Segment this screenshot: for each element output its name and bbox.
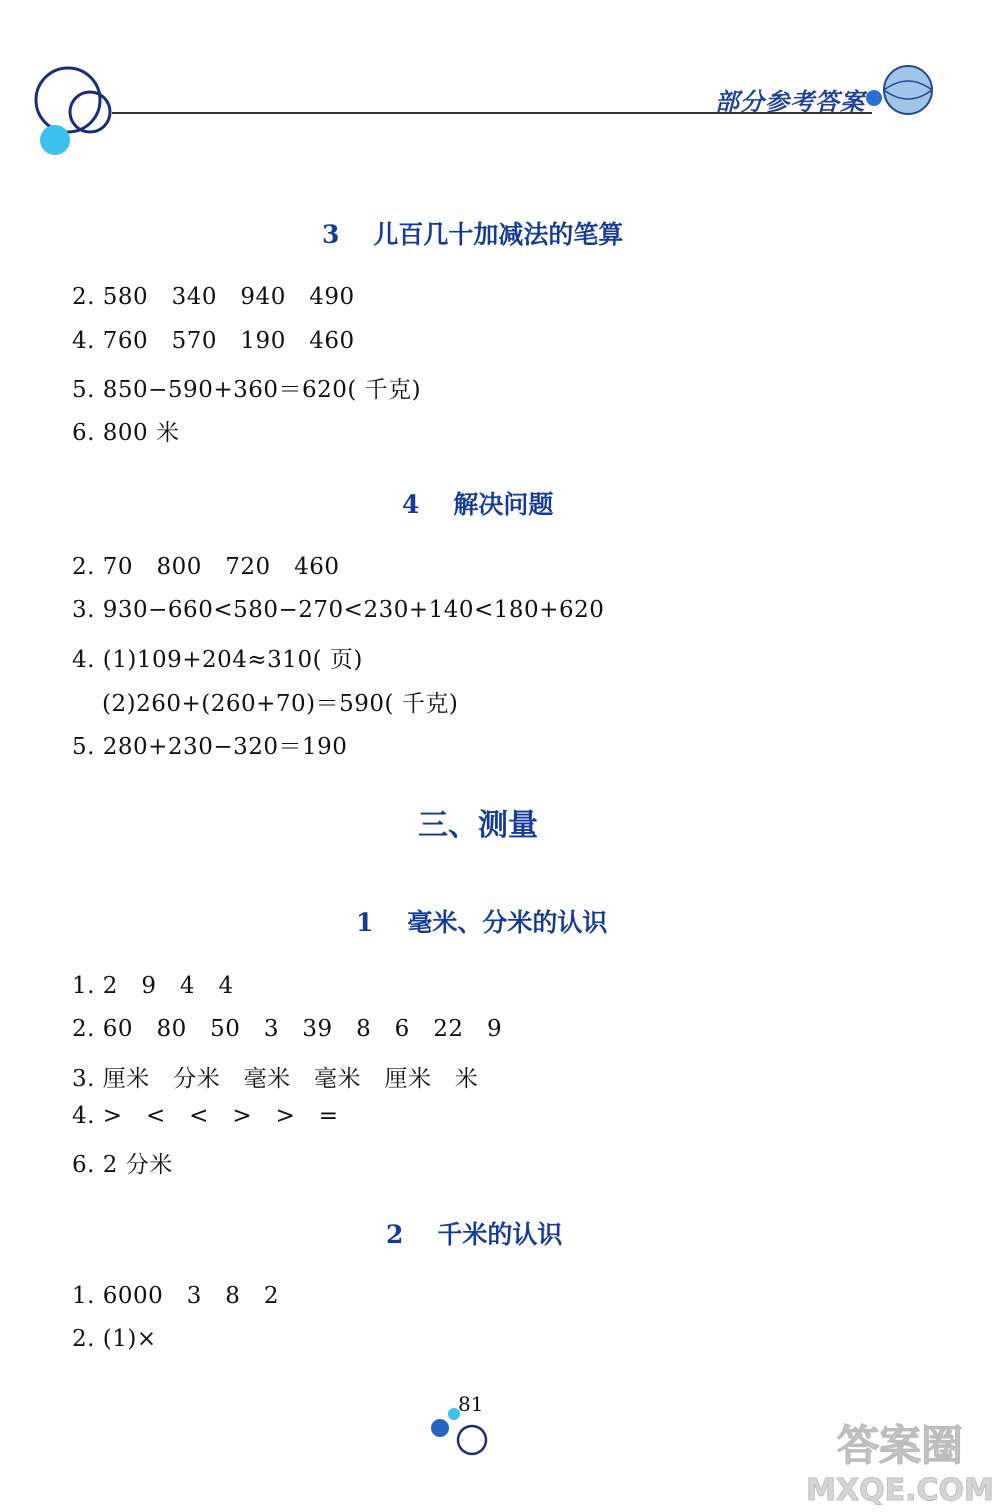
answer-line: 5. 280+230−320＝190 [72,734,348,760]
answer-line: 2. 60 80 50 3 39 8 6 22 9 [72,1016,503,1042]
answer-line: (2)260+(260+70)＝590( 千克) [102,691,459,717]
section-heading-c1 [356,903,607,939]
section-title: 儿百几十加减法的笔算 [373,220,624,249]
watermark-logo [800,1402,1000,1512]
section-number: 4 [402,490,420,519]
watermark-line1: 答案圈 [836,1421,964,1470]
answer-line: 6. 800 米 [72,420,180,446]
section-title: 千米的认识 [437,1220,563,1249]
answer-line: 4. > < < > > = [72,1103,339,1129]
answer-line: 2. 70 800 720 460 [72,554,340,580]
section-heading-4 [402,485,553,521]
answer-line: 1. 6000 3 8 2 [72,1283,279,1309]
answer-line: 4. (1)109+204≈310( 页) [72,647,363,673]
section-heading-3 [322,215,623,251]
section-heading-c2 [386,1215,562,1251]
page-number: 81 [458,1392,484,1416]
section-title: 解决问题 [453,490,554,519]
section-number: 2 [386,1220,404,1249]
section-number: 1 [356,908,374,937]
answer-line: 3. 厘米 分米 毫米 毫米 厘米 米 [72,1066,479,1092]
answer-line: 3. 930−660<580−270<230+140<180+620 [72,597,605,623]
answer-line: 6. 2 分米 [72,1152,173,1178]
globe-icon [860,62,940,122]
answer-line: 2. (1)× [72,1326,157,1352]
answer-line: 2. 580 340 940 490 [72,284,355,310]
answer-line: 5. 850−590+360＝620( 千克) [72,377,422,403]
header-title: 部分参考答案 [715,88,865,116]
header-circles-decoration [0,0,130,170]
section-number: 3 [322,220,340,249]
watermark-line2: MXQE.COM [806,1473,994,1508]
chapter-heading: 三、测量 [418,808,538,843]
answer-line: 1. 2 9 4 4 [72,973,234,999]
section-title: 毫米、分米的认识 [407,908,608,937]
answer-line: 4. 760 570 190 460 [72,328,355,354]
